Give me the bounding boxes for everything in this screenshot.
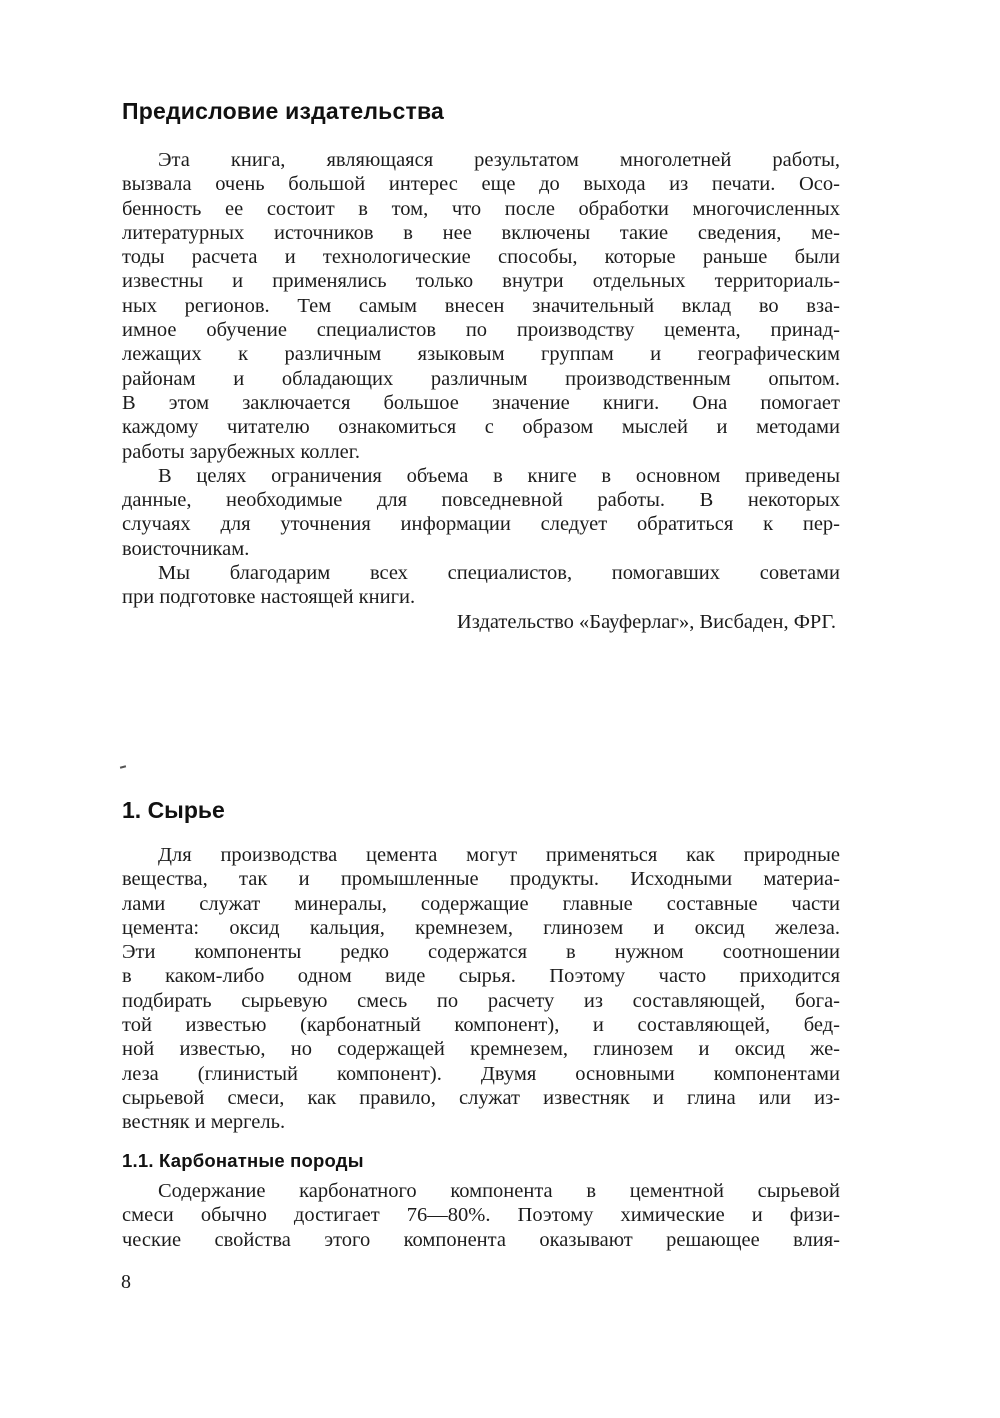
publisher-signature: Издательство «Бауферлаг», Висбаден, ФРГ. xyxy=(456,610,836,633)
chapter-text xyxy=(122,843,840,1135)
text-line: сырьевой смеси, как правило, служат известняк и глина или из- xyxy=(122,1086,840,1109)
text-line: В целях ограничения объема в книге в основном приведены xyxy=(158,464,840,487)
text-line: в каком-либо одном виде сырья. Поэтому часто приходится xyxy=(122,965,840,988)
text-line: тоды расчета и технологические способы, которые раньше были xyxy=(122,246,840,269)
text-line: Эти компоненты редко содержатся в нужном соотношении xyxy=(122,941,840,964)
preface-heading: Предисловие издательства xyxy=(122,98,444,124)
text-line: районам и обладающих различным производственным опытом. xyxy=(122,367,840,390)
text-line: подбирать сырьевую смесь по расчету из составляющей, бога- xyxy=(122,989,840,1012)
text-line: Содержание карбонатного компонента в цементной сырьевой xyxy=(158,1180,840,1202)
text-line: вестняк и мергель. xyxy=(122,1111,286,1134)
text-line: В этом заключается большое значение книги. Она помогает xyxy=(122,391,840,414)
text-line: при подготовке настоящей книги. xyxy=(122,586,416,609)
text-line: литературных источников в нее включены такие сведения, ме- xyxy=(122,221,840,244)
text-line: ной известью, но содержащей кремнезем, глинозем и оксид же- xyxy=(122,1038,840,1061)
preface-text xyxy=(122,148,840,634)
text-line: данные, необходимые для повседневной работы. В некоторых xyxy=(122,489,840,512)
text-line: вещества, так и промышленные продукты. Исходными материа- xyxy=(122,868,840,891)
text-line: случаях для уточнения информации следует обратиться к пер- xyxy=(122,513,840,536)
text-line: ных регионов. Тем самым внесен значительный вклад во вза- xyxy=(122,294,840,317)
text-line: работы зарубежных коллег. xyxy=(122,440,360,463)
text-line: вызвала очень большой интерес еще до выхода из печати. Осо- xyxy=(122,173,840,196)
text-line: Мы благодарим всех специалистов, помогавших советами xyxy=(158,562,840,585)
text-line: Эта книга, являющаяся результатом многолетней работы, xyxy=(158,149,840,171)
text-line: Для производства цемента могут применяться как природные xyxy=(158,844,840,866)
text-line: лежащих к различным языковым группам и географическим xyxy=(122,343,840,366)
section-text xyxy=(122,1179,840,1252)
text-line: воисточникам. xyxy=(122,537,250,560)
text-line: имное обучение специалистов по производству цемента, принад- xyxy=(122,319,840,342)
text-line: смеси обычно достигает 76—80%. Поэтому химические и физи- xyxy=(122,1204,840,1227)
chapter-heading: 1. Сырье xyxy=(122,797,225,823)
text-line: леза (глинистый компонент). Двумя основными компонентами xyxy=(122,1062,840,1085)
text-line: ческие свойства этого компонента оказывают решающее влия- xyxy=(122,1228,840,1251)
text-line: известны и применялись только внутри отдельных территориаль- xyxy=(122,270,840,293)
section-heading: 1.1. Карбонатные породы xyxy=(122,1150,364,1171)
print-mark xyxy=(120,765,126,768)
page-number: 8 xyxy=(121,1271,131,1293)
text-line: цемента: оксид кальция, кремнезем, глинозем и оксид железа. xyxy=(122,916,840,939)
text-line: бенность ее состоит в том, что после обработки многочисленных xyxy=(122,197,840,220)
text-line: той известью (карбонатный компонент), и составляющей, бед- xyxy=(122,1014,840,1037)
text-line: лами служат минералы, содержащие главные составные части xyxy=(122,892,840,915)
text-line: каждому читателю ознакомиться с образом мыслей и методами xyxy=(122,416,840,439)
